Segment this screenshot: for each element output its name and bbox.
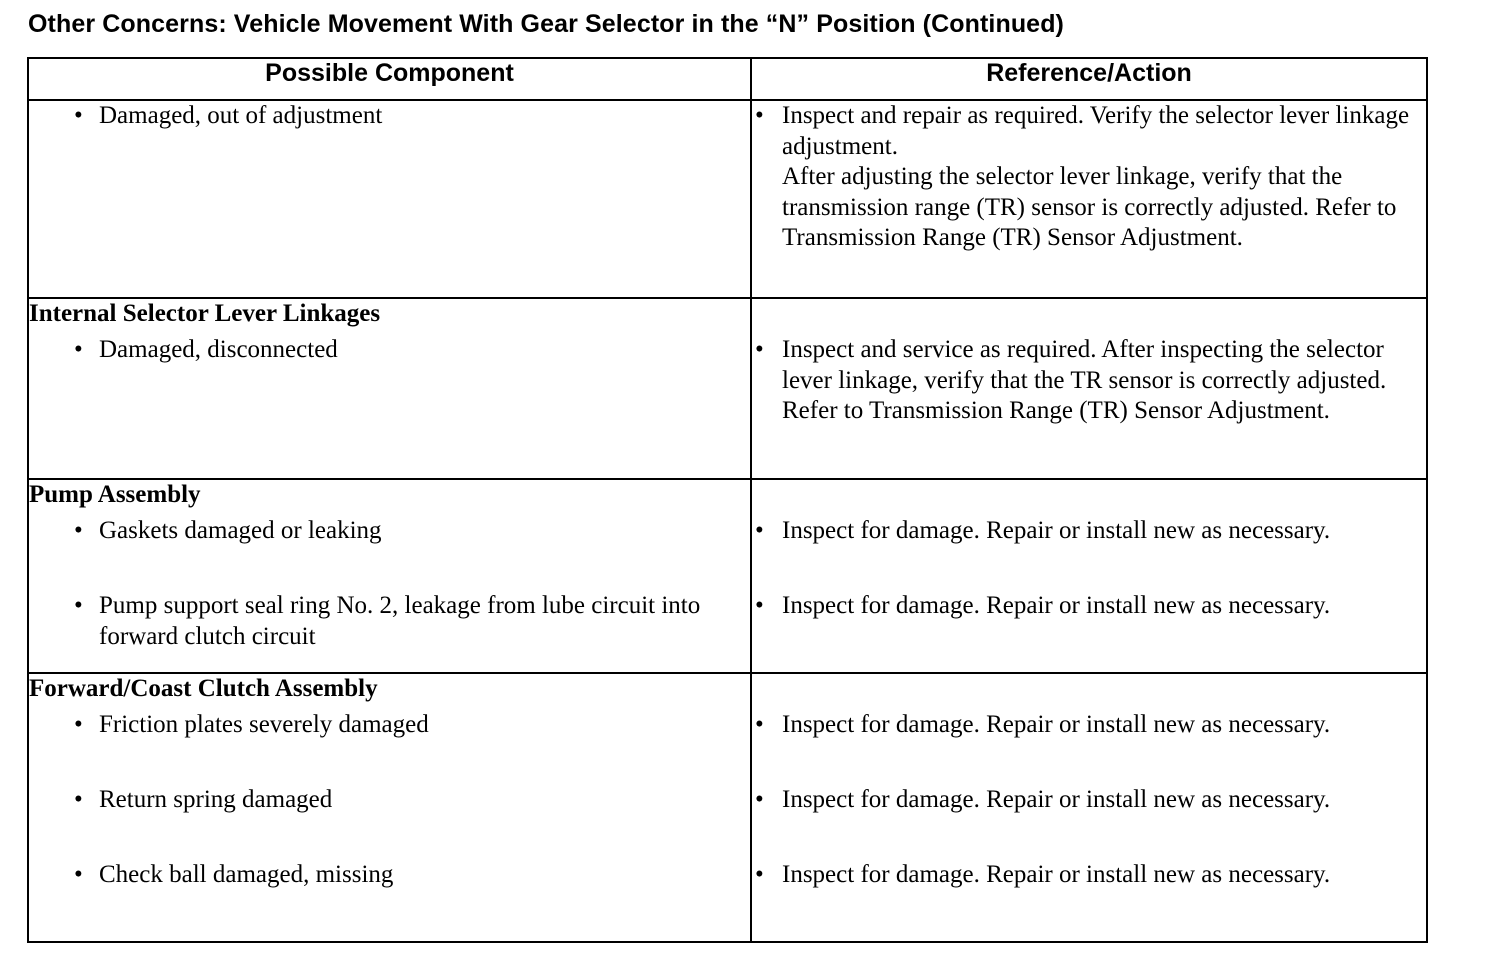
- table-header-row: [28, 58, 1427, 100]
- group-title: Pump Assembly: [29, 481, 201, 508]
- table-row: [28, 479, 1427, 673]
- bullet-icon: •: [74, 711, 83, 738]
- bullet-icon: •: [74, 336, 83, 363]
- bullet-icon: •: [755, 786, 764, 813]
- bullet-icon: •: [755, 517, 764, 544]
- action-text: Inspect for damage. Repair or install new as necessary.: [782, 786, 1331, 813]
- action-item: [752, 516, 1426, 577]
- action-item: [752, 710, 1426, 771]
- bullet-icon: •: [74, 102, 83, 129]
- bullet-icon: •: [755, 711, 764, 738]
- component-item: [29, 516, 750, 577]
- action-cell: [751, 298, 1427, 479]
- table-row: [28, 673, 1427, 942]
- component-text: Damaged, disconnected: [99, 336, 338, 363]
- action-cell: [751, 100, 1427, 298]
- component-text: Damaged, out of adjustment: [99, 102, 383, 129]
- bullet-icon: •: [755, 336, 764, 363]
- bullet-icon: •: [74, 861, 83, 888]
- bullet-icon: •: [755, 592, 764, 619]
- component-text: Pump support seal ring No. 2, leakage from lube circuit into forward clutch circuit: [99, 592, 701, 650]
- action-extra-text: After adjusting the selector lever linkage, verify that the transmission range (TR) sensor is correctly adjusted. Refer to Transmission Range (TR) Sensor Adjustment.: [782, 163, 1397, 251]
- action-cell: [751, 479, 1427, 673]
- action-text: Inspect for damage. Repair or install new as necessary.: [782, 711, 1331, 738]
- column-header-component: Possible Component: [28, 58, 751, 100]
- action-item: [752, 860, 1426, 891]
- bullet-icon: •: [74, 786, 83, 813]
- action-text: Inspect for damage. Repair or install new as necessary.: [782, 592, 1331, 619]
- component-item: [29, 860, 750, 891]
- table-row: [28, 298, 1427, 479]
- action-cell: [751, 673, 1427, 942]
- component-cell: [28, 673, 751, 942]
- action-item: [752, 591, 1426, 622]
- action-text: Inspect and service as required. After inspecting the selector lever linkage, verify that the TR sensor is correctly adjusted. Refer to Transmission Range (TR) Sensor Adjustment.: [782, 336, 1387, 424]
- column-header-action: Reference/Action: [751, 58, 1427, 100]
- component-text: Return spring damaged: [99, 786, 333, 813]
- component-item: [29, 101, 750, 132]
- action-item: [752, 335, 1426, 427]
- component-item: [29, 591, 750, 652]
- bullet-icon: •: [74, 592, 83, 619]
- component-item: [29, 710, 750, 771]
- table-row: [28, 100, 1427, 298]
- action-item: [752, 785, 1426, 846]
- concerns-table: [27, 57, 1428, 943]
- page-title: Other Concerns: Vehicle Movement With Gear Selector in the “N” Position (Continued): [28, 10, 1064, 38]
- component-cell: [28, 479, 751, 673]
- component-cell: [28, 298, 751, 479]
- action-item: [752, 101, 1426, 254]
- action-text: Inspect for damage. Repair or install new as necessary.: [782, 861, 1331, 888]
- component-cell: [28, 100, 751, 298]
- bullet-icon: •: [755, 102, 764, 129]
- group-title: Forward/Coast Clutch Assembly: [29, 675, 378, 702]
- group-title: Internal Selector Lever Linkages: [29, 300, 381, 327]
- component-text: Check ball damaged, missing: [99, 861, 394, 888]
- component-item: [29, 785, 750, 846]
- component-text: Friction plates severely damaged: [99, 711, 429, 738]
- bullet-icon: •: [74, 517, 83, 544]
- action-text: Inspect and repair as required. Verify the selector lever linkage adjustment.: [782, 102, 1410, 160]
- component-text: Gaskets damaged or leaking: [99, 517, 382, 544]
- action-text: Inspect for damage. Repair or install new as necessary.: [782, 517, 1331, 544]
- bullet-icon: •: [755, 861, 764, 888]
- component-item: [29, 335, 750, 366]
